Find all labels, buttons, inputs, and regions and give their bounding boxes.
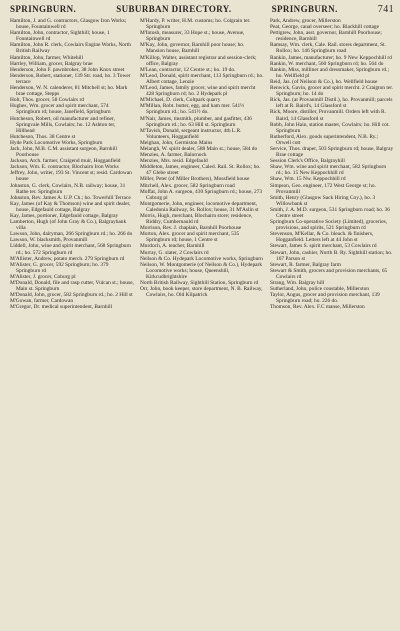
directory-entry: Miller, Peter (of Miller Brothers), Mossfield house — [140, 176, 250, 183]
directory-entry: Henderson, Robert, stationer, 139 Str. road, ho. 3 Tower terrace — [10, 72, 131, 85]
directory-entry: Stewart, R. farmer, Balgray farm — [270, 261, 341, 268]
directory-entry: Smith, Henry (Glasgow Sack Hiring Coy.), ho. 3 Willowbank st — [270, 194, 376, 207]
directory-entry: Moffat, John A. surgeon, 430 Springburn rd.; house, 273 Coburg pl — [140, 188, 263, 201]
directory-entry: Henderson, W. N. calenderer, 81 Mitchell st; ho. Mark brae cottage, Stepps — [10, 85, 128, 98]
directory-entry: M'Allister, Andrew, potato merch. 279 Springburn rd — [10, 255, 125, 262]
directory-entry: Montgomerie, John, engineer, locomotive department, Caledonia Railway, St. Rollox; house, 31 M'Aslin st — [140, 200, 259, 213]
page-header — [10, 4, 394, 16]
directory-entry: Session Clerk's Office, Balgrayhill — [270, 158, 345, 165]
directory-entry: Reid, Jas. (of Neilson & Co.), ho. Wellfield house — [270, 78, 378, 85]
directory-entry: Rick, Moore, distiller, Provanmill. Orders left with R. Baird, 14 Glassford st — [270, 109, 386, 122]
directory-entry: M'Leod, Donald, spirit merchant, 113 Springburn rd.; ho. Albert cottage, Lenzie — [140, 72, 264, 85]
directory-entry: Park, Andrew, grocer, Millerston — [270, 18, 341, 24]
directory-entry: Jackson, Arch. farmer, Craigend muir, Hogganfield — [10, 158, 121, 165]
directory-entry: Springburn Co-operative Society (Limited), groceries, provisions, and spirits, 521 Springburn rd — [270, 219, 388, 232]
header-center: SUBURBAN DIRECTORY. — [116, 4, 232, 14]
directory-entry: Orr, John, book keeper, store department, N. B. Railway, Cowlairs, ho. Old Kilpatrick — [140, 286, 263, 299]
directory-entry: M'Tavish, Donald, sergeant instructor, 4th L.R. Volunteers, Hogganfield — [140, 127, 242, 140]
directory-entry: Lawson, John, dairyman, 266 Springburn rd.; ho. 266 do — [10, 231, 133, 238]
directory-columns — [10, 18, 394, 311]
header-right: SPRINGBURN. — [271, 4, 338, 14]
directory-entry: Rankin, Miss, milliner and dressmaker, Springburn rd.; ho. Wellfield pl — [270, 66, 389, 79]
directory-entry: Renwick, Gavin, grocer and spirit mercht. 2 Craigton ter. Springburn; ho. 14 do — [270, 85, 394, 98]
directory-entry: Ramsay, Wm. clerk, Cale. Rail. stores department, St. Rollox; ho. 146 Springburn road — [270, 42, 387, 55]
directory-entry: Holt, Thos. grocer, 58 Cowlairs rd — [10, 97, 84, 104]
directory-entry: M'Donald, John, grocer, 582 Springburn rd.; ho. 2 Hill st — [10, 292, 133, 299]
directory-entry: Neilson & Co. Hydepark Locomotive works, Springburn — [140, 255, 263, 262]
directory-entry: Shaw, Wm. wine and spirit merchant, 582 Springburn rd.; ho. 15 New Keppochhill rd — [270, 164, 387, 177]
directory-entry: Hughes, Wm. grocer and spirit merchant, 574 Springburn rd; house, Janefield, Springburn — [10, 103, 111, 116]
directory-entry: Robb, John Hain, station master, Cowlairs; ho. Hill cot. Springburn — [270, 121, 390, 134]
directory-entry: Murray, G. slater, 2 Cowlairs rd — [140, 249, 209, 256]
directory-entry: Murdoch, A. teacher, Barnhill — [140, 243, 205, 250]
directory-entry: North British Railway, Sighthill Station, Springburn rd — [140, 280, 259, 287]
directory-entry: Lawson, W. blacksmith, Provanmill — [10, 237, 88, 244]
directory-entry: Meighan, John, Germiston Mains — [140, 139, 213, 146]
page-number: 741 — [377, 4, 394, 15]
directory-entry: M'Hardy, P. writer, H.M. customs; ho. Colgrain ter. Springburn — [140, 18, 251, 31]
directory-entry: Service, Thos. draper, 503 Springburn rd; house, Balgray Brae cottage — [270, 145, 394, 159]
directory-entry: Hamilton, John R. clerk, Cowlairs Engine Works, North British Railway — [10, 42, 131, 55]
directory-entry: Neilson, W. Montgomerie (of Neilson & Co.), Hydepark Locomotive works; house, Queenshill, Kirkcudbrightshire — [140, 261, 263, 280]
directory-entry: Lamberton, Hugh (of John Gray & Co.), Balgrayhank villa — [10, 219, 127, 232]
directory-entry: Hamilton, John, farmer, Whitehill — [10, 54, 84, 61]
directory-entry: Sutherland, John, police constable, Millerston — [270, 286, 369, 293]
directory-entry: M'Lean, contractor, 12 Centre st.; ho. 19 do. — [140, 66, 236, 73]
directory-entry: M'Michael, D. clerk, Coltpark quarry — [140, 97, 221, 104]
directory-entry: Shaw, Wm. 15 Nw. Keppochhill rd — [270, 176, 346, 183]
directory-entry: Jack, John, M.B. C.M. assistant surgeon, Barnhill Poorhouse — [10, 145, 117, 159]
directory-entry: Jeffrey, John, writer, 193 St. Vincent st; resid. Cardowan house — [10, 170, 132, 183]
directory-entry: Stevenson, M'Kellar, & Co. bleach. & finishers, Hogganfield. Letters left at 44 John st — [270, 231, 374, 244]
directory-entry: M'Alister, G. grocer, 592 Springburn; ho. 379 Springburn rd — [10, 261, 109, 274]
directory-entry: M'Donald, Donald, file and rasp cutter, Vulcan st.; house, Main st. Springburn — [10, 280, 134, 293]
directory-entry: Hutcheson, Robert, oil manufacturer and refiner, Springvale Mills, Cowlairs; ho. 12 Ashton ter, Hillhead — [10, 115, 116, 134]
directory-entry: Strang, Wm. Balgray hill — [270, 280, 325, 287]
directory-entry: Simpson, Geo. engineer, 172 West George st; ho. Provanmill — [270, 182, 376, 195]
directory-entry: Rankin, James, manufacturer; ho. 9 New Keppochhill rd — [270, 54, 392, 61]
column-1 — [10, 18, 134, 311]
directory-entry: Middleton, James, engineer, Caled. Rail. St. Rollox; ho. 47 Glebe street — [140, 164, 261, 177]
directory-entry: Pettigrew, John, asst. governor, Barnhill Poorhouse; residence, Barnhill — [270, 30, 382, 43]
directory-entry: M'Kay, John, governor, Barnhill poor house; ho. Mansion house, Barnhill — [140, 42, 245, 55]
directory-entry: M'Alister, J. grocer, Coburg pl — [10, 273, 76, 280]
directory-entry: Hutcheson, Thos. 38 Centre st — [10, 133, 76, 140]
directory-entry: Rutherford, Alex. goods superintendent, N.B. Ry.; Orwell cott — [270, 133, 378, 146]
directory-entry: M'Gowan, farmer, Cardowan — [10, 298, 74, 305]
directory-entry: Morris, Hugh, merchant, Blochairn store; residence, Riddry, Cumbernauld rd — [140, 213, 253, 226]
directory-entry: M'Gregor, Dr. medical superintendent, Barnhill — [10, 304, 113, 311]
directory-entry: Morton, Alex. grocer and spirit merchant, 535 Springburn rd; house, 1 Centre st — [140, 231, 240, 244]
directory-entry: Rankin, W. merchant, 560 Springburn rd; ho. 564 do — [270, 60, 384, 67]
directory-entry: Henderson, John F. pawnbroker, 38 John Knox street — [10, 66, 125, 73]
directory-entry: Kay, James (of Kay & Thomson) wine and spirit dealer, house, Edgefauld cottage, Balgray — [10, 200, 131, 213]
directory-entry: Hyde Park Locomotive Works, Springburn — [10, 139, 103, 146]
directory-entry: M'Nair, James, tinsmith, plumber, and gasfitter, 436 Springburn rd.; ho. 63 Hill st. Springburn — [140, 115, 252, 128]
directory-entry: Smith, J. A. M.D. surgeon, 531 Springburn road; ho. 36 Centre street — [270, 206, 390, 219]
directory-entry: M'Leod, James, family grocer, wine and spirit mercht 428 Springburn rd; ho. 2 Hydepark pl — [140, 85, 256, 98]
directory-entry: Peat, George, canal overseer; ho. Blackhill cottage — [270, 24, 380, 31]
directory-entry: M'Millan, Robt. butter, egg, and ham mer. 541½ Springburn rd.; ho. 541½ do. — [140, 103, 245, 116]
directory-entry: Stewart & Smith, grocers and provision merchants, 65 Cowlairs rd — [270, 267, 388, 280]
directory-entry: Morrison, Rev. J. chaplain, Barnhill Poorhouse — [140, 225, 242, 232]
directory-entry: Stewart, James S. spirit merchant, 53 Cowlairs rd — [270, 243, 377, 250]
header-left: SPRINGBURN. — [10, 4, 77, 14]
directory-entry: Liddell, John, wine and spirit merchant, 568 Springburn rd.; ho. 572 Springburn rd — [10, 243, 131, 256]
directory-entry: Menzies, A. farmer, Balornock — [140, 152, 207, 159]
directory-entry: M'Intosh, measurer, 33 Hope st.; house, Avenue, Springburn — [140, 30, 245, 43]
directory-entry: M'Killop, Walter, assistant registrar and session-clerk; office, Balgray — [140, 54, 257, 67]
directory-entry: Stewart, John, cashier, North B. Ry. Sighthill station; ho. 167 Parson st — [270, 249, 393, 262]
directory-entry: Mitchell, Alex. grocer, 582 Springburn road — [140, 182, 235, 189]
directory-entry: Rick, Jas. (at Provanmill Distil.), ho. Provanmill; parcels left at R. Baird's, 14 Glassford st — [270, 97, 393, 110]
directory-entry: Menzies, Mrs. resid. Edgefauld — [140, 158, 208, 165]
directory-entry: Taylor, Angus, grocer and provision merchant, 139 Springburn road; ho. 226 do. — [270, 292, 380, 305]
directory-entry: Johnston, G. clerk, Cowlairs, N.B. railway; house, 31 Rathe ter. Springburn — [10, 182, 126, 195]
directory-entry: Melangh, W. spirit dealer, 588 Main st.; house, 584 do — [140, 145, 258, 152]
directory-entry: Johnston, Rev. James A. U.P. Ch.; ho. Towerhill Terrace — [10, 194, 131, 201]
directory-entry: Jackson, Wm. E. contractor, Blochairn Iron Works — [10, 164, 119, 171]
column-2 — [140, 18, 264, 311]
directory-entry: Thomson, Rev. Alex. F.C manse, Millerston — [270, 304, 365, 311]
directory-entry: Hamilton, J. and G. contractors, Glasgow Iron Works; house, Fountainwell rd — [10, 18, 127, 31]
column-3 — [270, 18, 394, 311]
directory-entry: Hartley, William, grocer, Balgray brae — [10, 60, 93, 67]
directory-entry: Hamilton, John, contractor, Sighthill; house, 1 Fountainwell rd — [10, 30, 110, 43]
directory-entry: Kay, James, portioner, Edgefauld cottage, Balgray — [10, 213, 119, 219]
